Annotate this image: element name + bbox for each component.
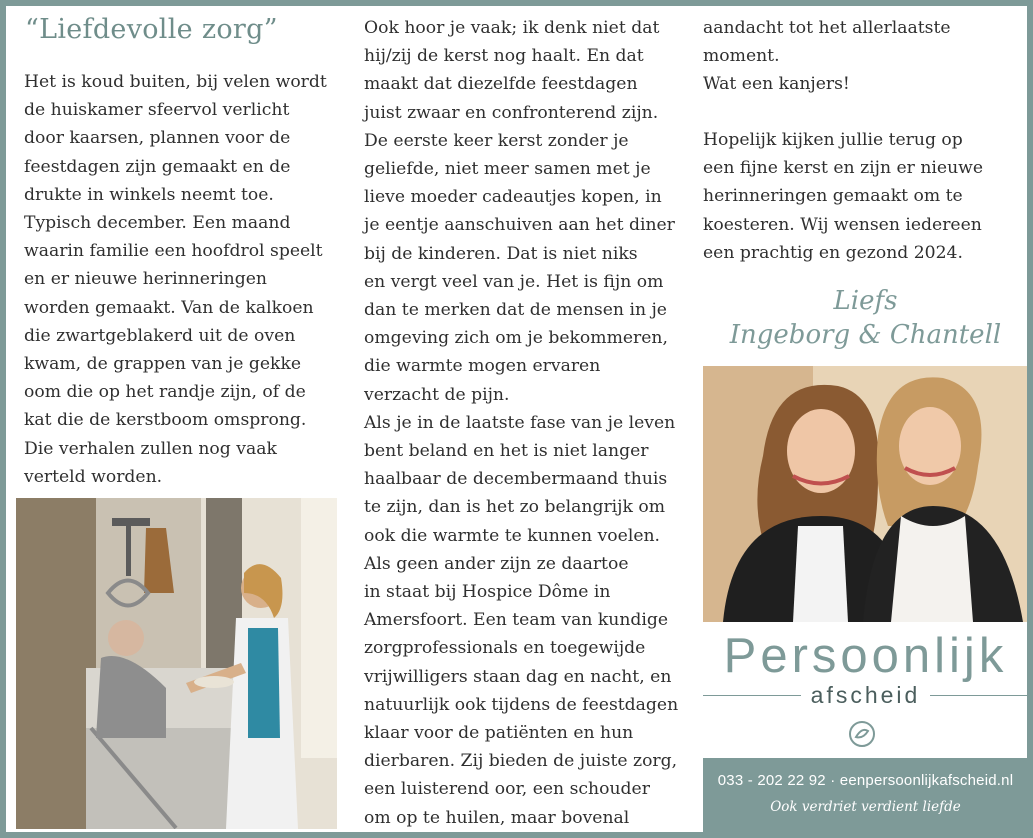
contact-info: 033 - 202 22 92 · eenpersoonlijkafscheid.nl bbox=[717, 772, 1014, 789]
article-title: “Liefdevolle zorg” bbox=[25, 14, 278, 45]
brand-logo bbox=[703, 628, 1028, 709]
brand-subtitle-row bbox=[703, 682, 1028, 709]
signature-names: Ingeborg & Chantell bbox=[729, 320, 1002, 350]
article-paragraph-middle: Ook hoor je vaak; ik denk niet dat hij/zij de kerst nog haalt. En dat maakt dat diezelfde feestdagen juist zwaar en confronterend zijn. De eerste keer kerst zonder je geliefde, niet meer samen met je lieve moeder cadeautjes kopen, in je eentje aanschuiven aan het diner bij de kinderen. Dat is niet niks en vergt veel van je. Het is fijn om dan te merken dat de mensen in je omgeving zich om je bekommeren, die warmte mogen ervaren verzacht de pijn. Als je in de laatste fase van je leven bent beland en het is niet langer haalbaar de decembermaand thuis te zijn, dan is het zo belangrijk om ook die warmte te kunnen voelen. Als geen ander zijn ze daartoe in staat bij Hospice Dôme in Amersfoort. Een team van kundige zorgprofessionals en toegewijde vrijwilligers staan dag en nacht, en natuurlijk ook tijdens de feestdagen klaar voor de patiënten en hun dierbaren. Zij bieden de juiste zorg, een luisterend oor, een schouder om op te huilen, maar bovenal bbox=[364, 18, 679, 828]
signature bbox=[703, 284, 1028, 352]
brand-divider-left bbox=[703, 695, 801, 696]
authors-portrait-photo bbox=[703, 366, 1028, 622]
brand-subtitle: afscheid bbox=[810, 682, 921, 708]
article-paragraph-wishes: Hopelijk kijken jullie terug op een fijne kerst en zijn er nieuwe herinneringen gemaakt om te koesteren. Wij wensen iedereen een prachtig en gezond 2024. bbox=[703, 130, 984, 263]
article-paragraph-closing: aandacht tot het allerlaatste moment. Wat een kanjers! bbox=[703, 18, 951, 95]
brand-divider-right bbox=[930, 695, 1028, 696]
signature-greeting: Liefs bbox=[833, 286, 898, 316]
brand-name: Persoonlijk bbox=[723, 629, 1008, 683]
hospice-care-photo bbox=[16, 498, 337, 829]
brand-emblem-icon bbox=[847, 719, 877, 749]
article-paragraph-intro: Het is koud buiten, bij velen wordt de huiskamer sfeervol verlicht door kaarsen, plannen voor de feestdagen zijn gemaakt en de drukte in winkels neemt toe. Typisch december. Een maand waarin familie een hoofdrol speelt en er nieuwe herinneringen worden gemaakt. Van de kalkoen die zwartgeblakerd uit de oven kwam, de grappen van je gekke oom die op het randje zijn, of de kat die de kerstboom omsprong. Die verhalen zullen nog vaak verteld worden. bbox=[24, 72, 327, 487]
contact-footer bbox=[703, 758, 1028, 832]
tagline: Ook verdriet verdient liefde bbox=[770, 799, 961, 815]
